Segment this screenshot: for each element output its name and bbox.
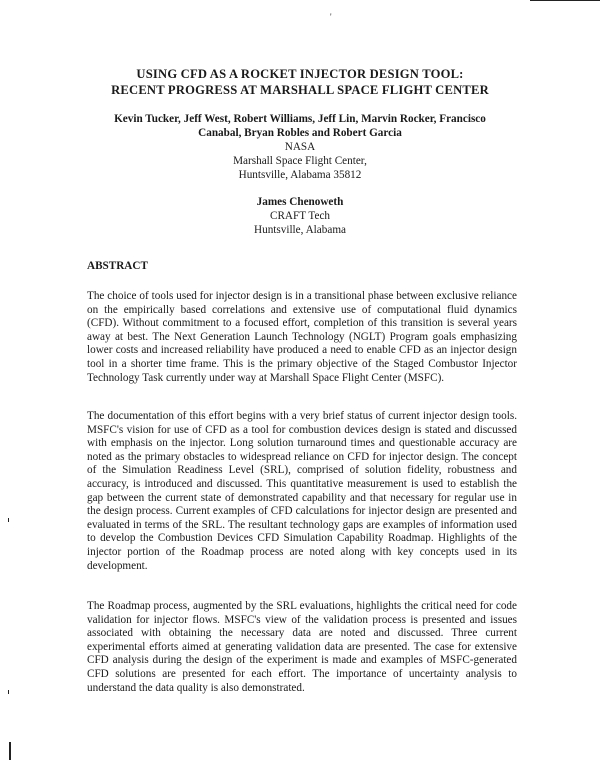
affiliation-nasa-location: Huntsville, Alabama 35812	[238, 169, 362, 181]
affiliation-nasa-center: Marshall Space Flight Center,	[233, 155, 367, 167]
abstract-paragraph-3: The Roadmap process, augmented by the SRL evaluations, highlights the critical need for code validation for injector flows. MSFC's view of the validation process is presented and issues associated with obtaining the necessary data are noted and discussed. Three current experimental efforts aimed at generating validation data are presented. The case for extensive CFD analysis during the design of the experiment is made and examples of MSFC-generated CFD solutions are presented for each effort. The importance of uncertainty analysis to understand the data quality is also demonstrated.	[87, 600, 517, 694]
abstract-paragraph-2: The documentation of this effort begins with a very brief status of current injector design tools. MSFC's vision for use of CFD as a tool for combustion devices design is stated and discussed with emphasis on the injector. Long solution turnaround times and questionable accuracy are noted as the primary obstacles to widespread reliance on CFD for injector design. The concept of the Simulation Readiness Level (SRL), comprised of solution fidelity, robustness and accuracy, is introduced and discussed. This quantitative measurement is used to establish the gap between the current state of demonstrated capability and that necessary for regular use in the design process. Current examples of CFD calculations for injector design are presented and evaluated in terms of the SRL. The resultant technology gaps are examples of information used to develop the Combustion Devices CFD Simulation Capability Roadmap. Highlights of the injector portion of the Roadmap process are noted along with key concepts used in its development.	[87, 410, 517, 572]
abstract-paragraph-1: The choice of tools used for injector design is in a transitional phase between exclusive reliance on the empirically based correlations and extensive use of computational fluid dynamics (CFD). Without commitment to a focused effort, completion of this transition is several years away at best. The Next Generation Launch Technology (NGLT) Program goals emphasizing lower costs and increased reliability have produced a need to enable CFD as an injector design tool in a shorter time frame. This is the primary objective of the Staged Combustor Injector Technology Task currently under way at Marshall Space Flight Center (MSFC).	[87, 290, 517, 384]
scan-speck-left-2	[8, 690, 9, 694]
affiliation-nasa-org: NASA	[284, 141, 316, 153]
authors-line-2: Canabal, Bryan Robles and Robert Garcia	[198, 127, 402, 139]
scan-mark-top: '	[330, 12, 332, 22]
author-list	[90, 112, 510, 140]
scan-edge-mark-left	[9, 742, 11, 760]
affiliation-craft-org: CRAFT Tech	[269, 210, 331, 222]
authors-line-1: Kevin Tucker, Jeff West, Robert Williams, Jeff Lin, Marvin Rocker, Francisco	[114, 113, 486, 125]
affiliation-craft	[150, 195, 450, 237]
title-line-1: USING CFD AS A ROCKET INJECTOR DESIGN TOOL:	[136, 67, 464, 81]
affiliation-craft-author: James Chenoweth	[256, 196, 344, 208]
title-line-2: RECENT PROGRESS AT MARSHALL SPACE FLIGHT CENTER	[111, 83, 489, 97]
scan-speck-left-1	[8, 518, 9, 522]
paper-title	[60, 66, 540, 98]
abstract-heading: ABSTRACT	[87, 260, 148, 272]
scan-edge-line-top	[530, 0, 600, 1]
affiliation-nasa	[150, 140, 450, 182]
affiliation-craft-location: Huntsville, Alabama	[254, 224, 346, 236]
